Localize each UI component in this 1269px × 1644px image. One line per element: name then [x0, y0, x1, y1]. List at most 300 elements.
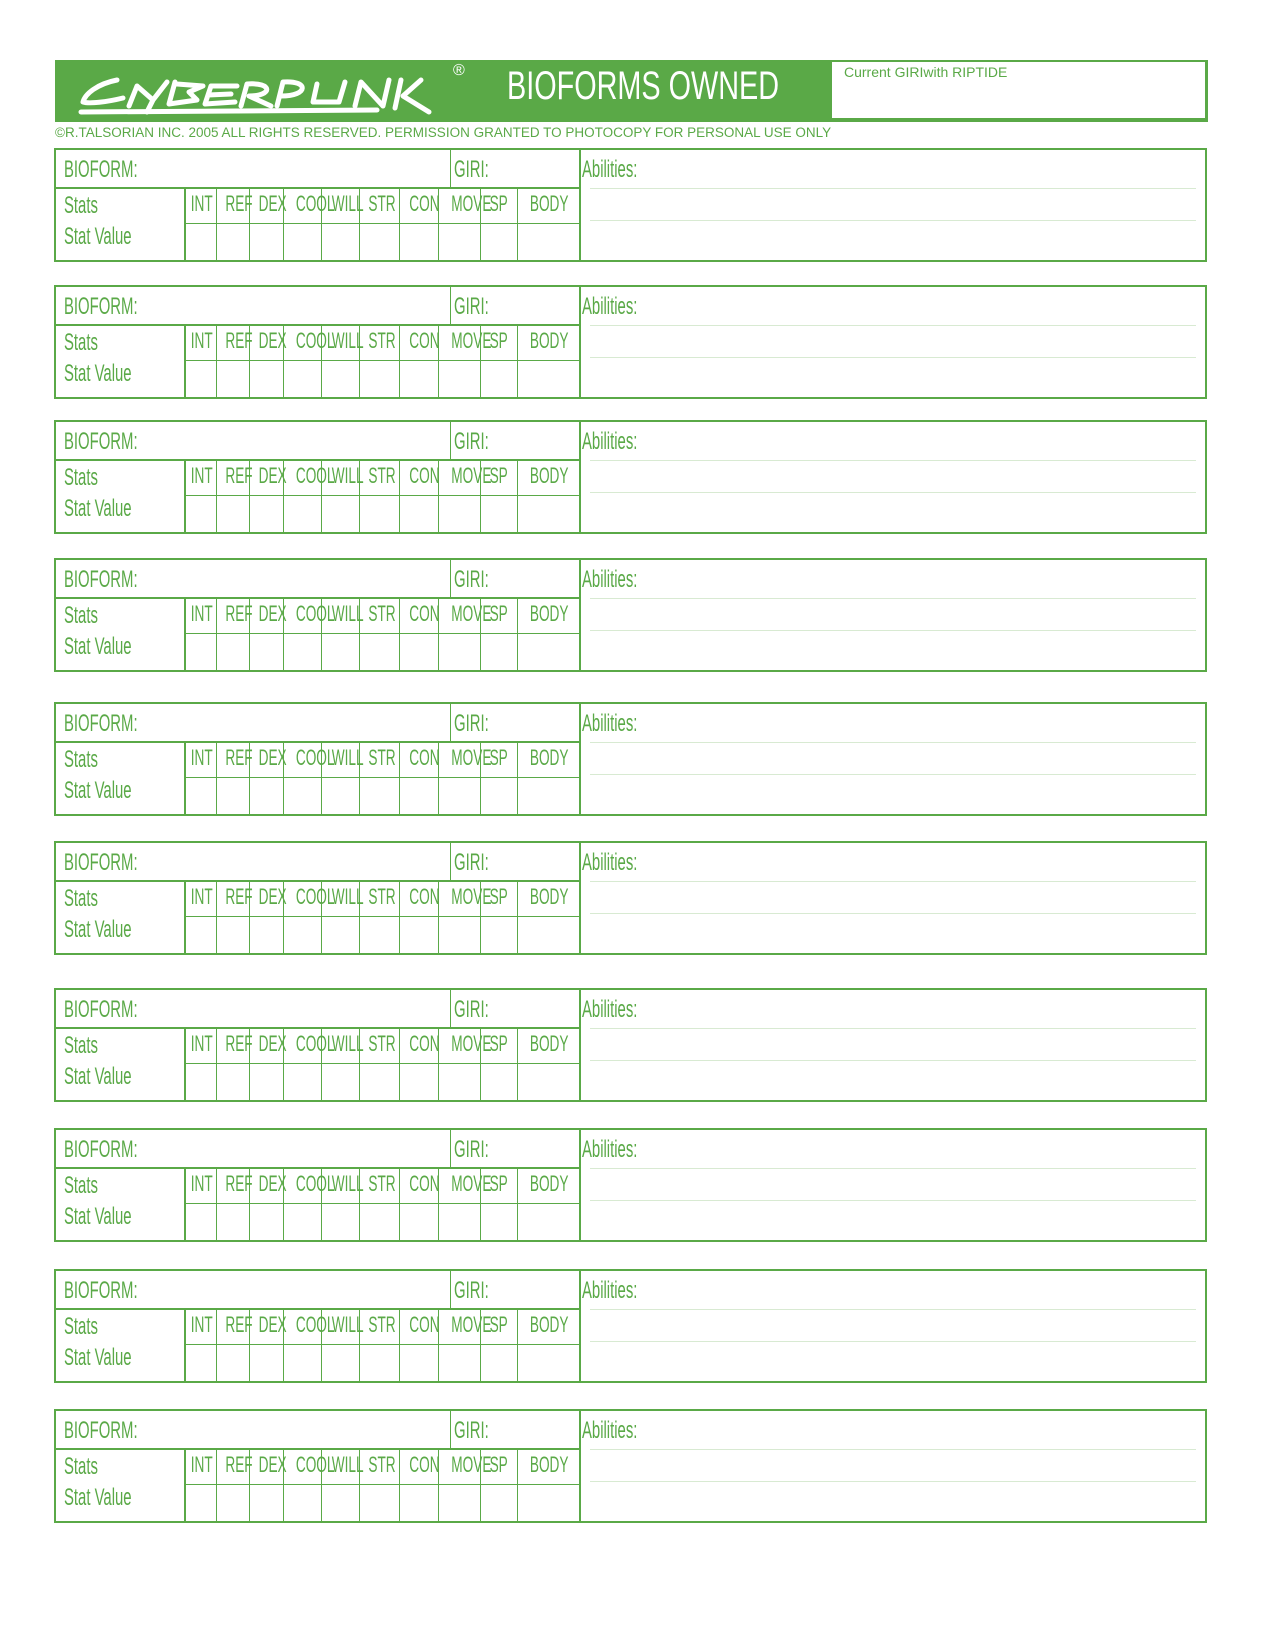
stat-name-int: [184, 191, 216, 217]
header-banner: [55, 60, 1208, 122]
stat-value-label: Stat Value: [64, 223, 132, 250]
stat-name-text: SP: [489, 1312, 509, 1337]
stat-name-will: [322, 601, 364, 627]
stat-name-str: [360, 601, 399, 627]
stat-name-sp: [481, 1452, 517, 1478]
stat-name-text: COOL: [295, 1031, 335, 1056]
bioform-block: [54, 988, 1207, 1102]
stat-name-text: STR: [368, 191, 396, 216]
abilities-divider: [579, 1271, 581, 1381]
giri-divider: [450, 1411, 451, 1448]
stat-name-sp: [481, 463, 517, 489]
stat-name-sp: [481, 1171, 517, 1197]
stat-name-text: MOVE: [451, 745, 492, 770]
stat-name-move: [439, 1031, 492, 1057]
bioform-label: BIOFORM:: [64, 428, 138, 455]
stat-name-text: INT: [190, 1312, 213, 1337]
stat-name-dex: [250, 884, 287, 910]
stat-column-body[interactable]: [518, 597, 577, 670]
stat-column-str[interactable]: [360, 880, 400, 953]
stat-name-dex: [250, 601, 287, 627]
stat-column-body[interactable]: [518, 1308, 577, 1381]
abilities-line[interactable]: [590, 1309, 1196, 1310]
stat-column-will[interactable]: [322, 1027, 364, 1100]
stat-name-text: SP: [489, 1452, 509, 1477]
stat-name-text: WILL: [331, 601, 364, 626]
stat-name-text: STR: [368, 601, 396, 626]
stat-column-sp[interactable]: [481, 1167, 518, 1240]
stat-column-sp[interactable]: [481, 459, 518, 532]
stat-name-con: [400, 745, 438, 771]
stats-label: Stats: [64, 1453, 98, 1480]
abilities-line[interactable]: [590, 1481, 1196, 1482]
stat-column-str[interactable]: [360, 1448, 400, 1521]
abilities-line[interactable]: [590, 1028, 1196, 1029]
stats-label: Stats: [64, 1172, 98, 1199]
stat-column-move[interactable]: [439, 597, 492, 670]
stat-column-ref[interactable]: [217, 1448, 253, 1521]
stat-name-text: CON: [409, 745, 440, 770]
stat-name-ref: [217, 463, 253, 489]
stat-column-ref[interactable]: [217, 187, 253, 260]
stat-column-cool[interactable]: [284, 459, 335, 532]
stat-column-body[interactable]: [518, 1448, 577, 1521]
stat-column-dex[interactable]: [250, 1308, 287, 1381]
bioform-label: BIOFORM:: [64, 996, 138, 1023]
abilities-line[interactable]: [590, 1449, 1196, 1450]
stat-name-str: [360, 463, 399, 489]
stat-name-text: INT: [190, 1031, 213, 1056]
stat-name-text: MOVE: [451, 191, 492, 216]
stat-name-sp: [481, 328, 517, 354]
stat-name-text: MOVE: [451, 1171, 492, 1196]
stat-column-cool[interactable]: [284, 597, 335, 670]
stat-column-int[interactable]: [184, 741, 217, 814]
registered-mark: ®: [453, 62, 465, 79]
stat-name-text: BODY: [529, 463, 569, 488]
stat-column-sp[interactable]: [481, 880, 518, 953]
stat-column-cool[interactable]: [284, 1308, 335, 1381]
abilities-line[interactable]: [590, 630, 1196, 631]
stat-name-text: DEX: [258, 884, 287, 909]
stat-name-text: WILL: [331, 1031, 364, 1056]
stat-name-cool: [284, 601, 335, 627]
stat-name-text: SP: [489, 884, 509, 909]
stat-name-body: [518, 601, 577, 627]
stat-column-move[interactable]: [439, 1308, 492, 1381]
abilities-divider: [579, 843, 581, 953]
stat-name-cool: [284, 1171, 335, 1197]
stat-name-text: DEX: [258, 1031, 287, 1056]
stat-column-dex[interactable]: [250, 324, 287, 397]
abilities-line[interactable]: [590, 1168, 1196, 1169]
stat-name-dex: [250, 745, 287, 771]
stat-column-dex[interactable]: [250, 741, 287, 814]
stat-name-int: [184, 1452, 216, 1478]
abilities-line[interactable]: [590, 220, 1196, 221]
stat-column-body[interactable]: [518, 1167, 577, 1240]
stat-column-ref[interactable]: [217, 1308, 253, 1381]
stat-name-int: [184, 1031, 216, 1057]
stat-column-ref[interactable]: [217, 597, 253, 670]
stat-name-text: DEX: [258, 191, 287, 216]
stat-name-text: WILL: [331, 1171, 364, 1196]
stat-column-int[interactable]: [184, 880, 217, 953]
stat-column-dex[interactable]: [250, 187, 287, 260]
stat-name-will: [322, 1452, 364, 1478]
stat-column-body[interactable]: [518, 880, 577, 953]
abilities-line[interactable]: [590, 913, 1196, 914]
stat-column-con[interactable]: [400, 741, 439, 814]
stat-value-label: Stat Value: [64, 1063, 132, 1090]
stat-column-will[interactable]: [322, 741, 364, 814]
stat-name-text: BODY: [529, 191, 569, 216]
abilities-line[interactable]: [590, 1060, 1196, 1061]
abilities-label: Abilities:: [582, 156, 638, 183]
bioform-block: [54, 702, 1207, 816]
stat-name-text: REF: [225, 601, 253, 626]
stat-column-move[interactable]: [439, 880, 492, 953]
stat-column-con[interactable]: [400, 459, 439, 532]
stat-name-text: INT: [190, 328, 213, 353]
abilities-label: Abilities:: [582, 293, 638, 320]
stat-name-move: [439, 601, 492, 627]
stat-name-text: REF: [225, 745, 253, 770]
stat-column-cool[interactable]: [284, 1027, 335, 1100]
abilities-divider: [579, 150, 581, 260]
bioform-label: BIOFORM:: [64, 1277, 138, 1304]
stat-column-str[interactable]: [360, 1308, 400, 1381]
stat-column-str[interactable]: [360, 187, 400, 260]
abilities-divider: [579, 1411, 581, 1521]
bioform-block: [54, 1409, 1207, 1523]
stat-name-text: STR: [368, 1452, 396, 1477]
stat-column-will[interactable]: [322, 459, 364, 532]
stat-name-con: [400, 1452, 438, 1478]
stat-name-text: BODY: [529, 601, 569, 626]
stat-column-move[interactable]: [439, 324, 492, 397]
abilities-line[interactable]: [590, 460, 1196, 461]
stat-column-sp[interactable]: [481, 187, 518, 260]
stat-column-dex[interactable]: [250, 597, 287, 670]
stat-column-int[interactable]: [184, 187, 217, 260]
stat-name-ref: [217, 1312, 253, 1338]
stat-name-text: COOL: [295, 1171, 335, 1196]
stat-value-label: Stat Value: [64, 495, 132, 522]
stat-name-sp: [481, 601, 517, 627]
stat-name-int: [184, 328, 216, 354]
giri-label: GIRI:: [454, 849, 489, 876]
stat-column-cool[interactable]: [284, 741, 335, 814]
stat-name-text: INT: [190, 191, 213, 216]
stat-column-int[interactable]: [184, 597, 217, 670]
stat-column-body[interactable]: [518, 741, 577, 814]
stat-column-str[interactable]: [360, 324, 400, 397]
stat-name-text: WILL: [331, 1452, 364, 1477]
stat-column-con[interactable]: [400, 187, 439, 260]
stat-name-con: [400, 884, 438, 910]
stat-name-text: CON: [409, 884, 440, 909]
abilities-line[interactable]: [590, 1341, 1196, 1342]
stat-name-body: [518, 1312, 577, 1338]
stat-name-text: BODY: [529, 1312, 569, 1337]
stat-name-text: COOL: [295, 1452, 335, 1477]
stat-name-text: STR: [368, 463, 396, 488]
stat-column-con[interactable]: [400, 324, 439, 397]
bioform-label: BIOFORM:: [64, 849, 138, 876]
stat-name-text: INT: [190, 745, 213, 770]
stat-column-con[interactable]: [400, 1167, 439, 1240]
stat-name-con: [400, 191, 438, 217]
giri-divider: [450, 843, 451, 880]
giri-label: GIRI:: [454, 1136, 489, 1163]
stat-column-str[interactable]: [360, 459, 400, 532]
stat-name-int: [184, 463, 216, 489]
stat-column-body[interactable]: [518, 324, 577, 397]
stat-column-move[interactable]: [439, 1448, 492, 1521]
stat-name-text: DEX: [258, 463, 287, 488]
stat-name-text: BODY: [529, 884, 569, 909]
stat-name-text: CON: [409, 601, 440, 626]
stat-column-int[interactable]: [184, 459, 217, 532]
stat-name-str: [360, 1031, 399, 1057]
stats-label: Stats: [64, 602, 98, 629]
stat-name-str: [360, 1171, 399, 1197]
stat-column-int[interactable]: [184, 1167, 217, 1240]
stat-name-body: [518, 328, 577, 354]
stat-name-text: MOVE: [451, 601, 492, 626]
stat-column-con[interactable]: [400, 597, 439, 670]
stat-name-text: REF: [225, 1312, 253, 1337]
stat-column-will[interactable]: [322, 1308, 364, 1381]
stat-column-body[interactable]: [518, 459, 577, 532]
stat-column-cool[interactable]: [284, 187, 335, 260]
abilities-label: Abilities:: [582, 1417, 638, 1444]
stat-name-text: WILL: [331, 1312, 364, 1337]
abilities-divider: [579, 704, 581, 814]
stat-name-dex: [250, 191, 287, 217]
stat-column-move[interactable]: [439, 741, 492, 814]
stat-column-int[interactable]: [184, 1027, 217, 1100]
stat-column-str[interactable]: [360, 1027, 400, 1100]
stat-name-cool: [284, 1031, 335, 1057]
stat-value-label: Stat Value: [64, 1203, 132, 1230]
stat-name-cool: [284, 1452, 335, 1478]
abilities-line[interactable]: [590, 774, 1196, 775]
stat-column-sp[interactable]: [481, 1027, 518, 1100]
stat-column-move[interactable]: [439, 459, 492, 532]
stat-name-text: BODY: [529, 328, 569, 353]
stat-name-will: [322, 884, 364, 910]
stat-name-text: MOVE: [451, 1452, 492, 1477]
stat-column-move[interactable]: [439, 187, 492, 260]
stat-column-con[interactable]: [400, 1027, 439, 1100]
stat-name-text: SP: [489, 463, 509, 488]
stat-column-will[interactable]: [322, 324, 364, 397]
stat-column-int[interactable]: [184, 1308, 217, 1381]
stat-column-ref[interactable]: [217, 880, 253, 953]
stat-name-text: INT: [190, 1452, 213, 1477]
stat-name-text: CON: [409, 191, 440, 216]
stat-column-will[interactable]: [322, 880, 364, 953]
giri-label: GIRI:: [454, 566, 489, 593]
stat-column-move[interactable]: [439, 1167, 492, 1240]
stat-name-body: [518, 745, 577, 771]
stat-column-str[interactable]: [360, 1167, 400, 1240]
stat-column-ref[interactable]: [217, 741, 253, 814]
stat-column-body[interactable]: [518, 1027, 577, 1100]
abilities-line[interactable]: [590, 881, 1196, 882]
stat-column-body[interactable]: [518, 187, 577, 260]
stat-name-text: MOVE: [451, 463, 492, 488]
stat-column-int[interactable]: [184, 1448, 217, 1521]
stats-label: Stats: [64, 746, 98, 773]
abilities-line[interactable]: [590, 325, 1196, 326]
stat-name-text: WILL: [331, 745, 364, 770]
stat-name-text: DEX: [258, 1312, 287, 1337]
abilities-label: Abilities:: [582, 849, 638, 876]
stat-column-sp[interactable]: [481, 1448, 518, 1521]
stat-name-text: INT: [190, 601, 213, 626]
stat-column-ref[interactable]: [217, 1027, 253, 1100]
stat-name-text: COOL: [295, 601, 335, 626]
stat-name-move: [439, 463, 492, 489]
stat-column-dex[interactable]: [250, 1448, 287, 1521]
stat-column-con[interactable]: [400, 880, 439, 953]
stat-column-sp[interactable]: [481, 1308, 518, 1381]
stat-column-will[interactable]: [322, 187, 364, 260]
abilities-line[interactable]: [590, 492, 1196, 493]
stat-column-dex[interactable]: [250, 1027, 287, 1100]
stat-name-cool: [284, 745, 335, 771]
stat-column-sp[interactable]: [481, 324, 518, 397]
stat-name-text: STR: [368, 884, 396, 909]
stat-column-con[interactable]: [400, 1448, 439, 1521]
giri-label: GIRI:: [454, 428, 489, 455]
stat-name-int: [184, 1312, 216, 1338]
stat-column-str[interactable]: [360, 597, 400, 670]
stat-name-move: [439, 1312, 492, 1338]
stat-name-move: [439, 191, 492, 217]
giri-divider: [450, 990, 451, 1027]
bioform-block: [54, 285, 1207, 399]
abilities-line[interactable]: [590, 598, 1196, 599]
bioform-block: [54, 1269, 1207, 1383]
stat-column-sp[interactable]: [481, 597, 518, 670]
stat-name-will: [322, 745, 364, 771]
stat-name-text: WILL: [331, 191, 364, 216]
abilities-line[interactable]: [590, 357, 1196, 358]
abilities-divider: [579, 1130, 581, 1240]
stat-name-text: CON: [409, 1171, 440, 1196]
stat-name-text: COOL: [295, 1312, 335, 1337]
stat-name-text: DEX: [258, 745, 287, 770]
stat-name-text: REF: [225, 463, 253, 488]
stat-column-cool[interactable]: [284, 324, 335, 397]
stat-name-text: INT: [190, 884, 213, 909]
stat-column-move[interactable]: [439, 1027, 492, 1100]
stat-column-dex[interactable]: [250, 459, 287, 532]
stat-column-will[interactable]: [322, 1448, 364, 1521]
stat-column-dex[interactable]: [250, 880, 287, 953]
stat-column-str[interactable]: [360, 741, 400, 814]
stat-name-text: BODY: [529, 745, 569, 770]
stat-column-will[interactable]: [322, 1167, 364, 1240]
stat-name-text: COOL: [295, 191, 335, 216]
stat-column-sp[interactable]: [481, 741, 518, 814]
stats-label: Stats: [64, 885, 98, 912]
stat-name-text: BODY: [529, 1452, 569, 1477]
stat-name-str: [360, 884, 399, 910]
stat-column-int[interactable]: [184, 324, 217, 397]
stat-value-label: Stat Value: [64, 1484, 132, 1511]
stat-column-cool[interactable]: [284, 1167, 335, 1240]
stat-name-text: STR: [368, 328, 396, 353]
stat-name-body: [518, 1452, 577, 1478]
stat-name-text: CON: [409, 1452, 440, 1477]
stat-column-ref[interactable]: [217, 324, 253, 397]
stat-name-ref: [217, 1031, 253, 1057]
giri-label: GIRI:: [454, 1417, 489, 1444]
stat-column-con[interactable]: [400, 1308, 439, 1381]
stat-column-ref[interactable]: [217, 1167, 253, 1240]
stat-name-text: SP: [489, 1031, 509, 1056]
stat-name-ref: [217, 1452, 253, 1478]
stat-name-move: [439, 328, 492, 354]
stat-name-text: CON: [409, 328, 440, 353]
stat-name-str: [360, 191, 399, 217]
stat-name-sp: [481, 191, 517, 217]
stat-name-text: REF: [225, 1452, 253, 1477]
giri-label: GIRI:: [454, 1277, 489, 1304]
stat-column-dex[interactable]: [250, 1167, 287, 1240]
stat-name-move: [439, 1171, 492, 1197]
stat-name-body: [518, 463, 577, 489]
abilities-line[interactable]: [590, 742, 1196, 743]
giri-label: GIRI:: [454, 710, 489, 737]
stat-name-cool: [284, 191, 335, 217]
stat-name-text: REF: [225, 191, 253, 216]
copyright-notice: ©R.TALSORIAN INC. 2005 ALL RIGHTS RESERVED. PERMISSION GRANTED TO PHOTOCOPY FOR PERSONAL USE ONLY: [55, 125, 832, 140]
stat-column-cool[interactable]: [284, 1448, 335, 1521]
stat-name-con: [400, 463, 438, 489]
stat-name-str: [360, 745, 399, 771]
stat-name-will: [322, 1171, 364, 1197]
stat-column-ref[interactable]: [217, 459, 253, 532]
current-giri-field[interactable]: [832, 62, 1205, 118]
abilities-line[interactable]: [590, 188, 1196, 189]
stat-name-dex: [250, 1312, 287, 1338]
stat-name-text: SP: [489, 328, 509, 353]
abilities-line[interactable]: [590, 1200, 1196, 1201]
stats-label: Stats: [64, 329, 98, 356]
stat-column-will[interactable]: [322, 597, 364, 670]
stat-name-dex: [250, 1171, 287, 1197]
stat-name-text: DEX: [258, 1452, 287, 1477]
stat-name-int: [184, 884, 216, 910]
stat-name-str: [360, 1312, 399, 1338]
stat-name-body: [518, 191, 577, 217]
stat-name-text: BODY: [529, 1171, 569, 1196]
stat-name-move: [439, 1452, 492, 1478]
stat-name-text: REF: [225, 884, 253, 909]
stat-name-will: [322, 1031, 364, 1057]
stat-name-will: [322, 1312, 364, 1338]
giri-divider: [450, 704, 451, 741]
stat-name-text: STR: [368, 1312, 396, 1337]
stat-name-text: STR: [368, 745, 396, 770]
stat-column-cool[interactable]: [284, 880, 335, 953]
